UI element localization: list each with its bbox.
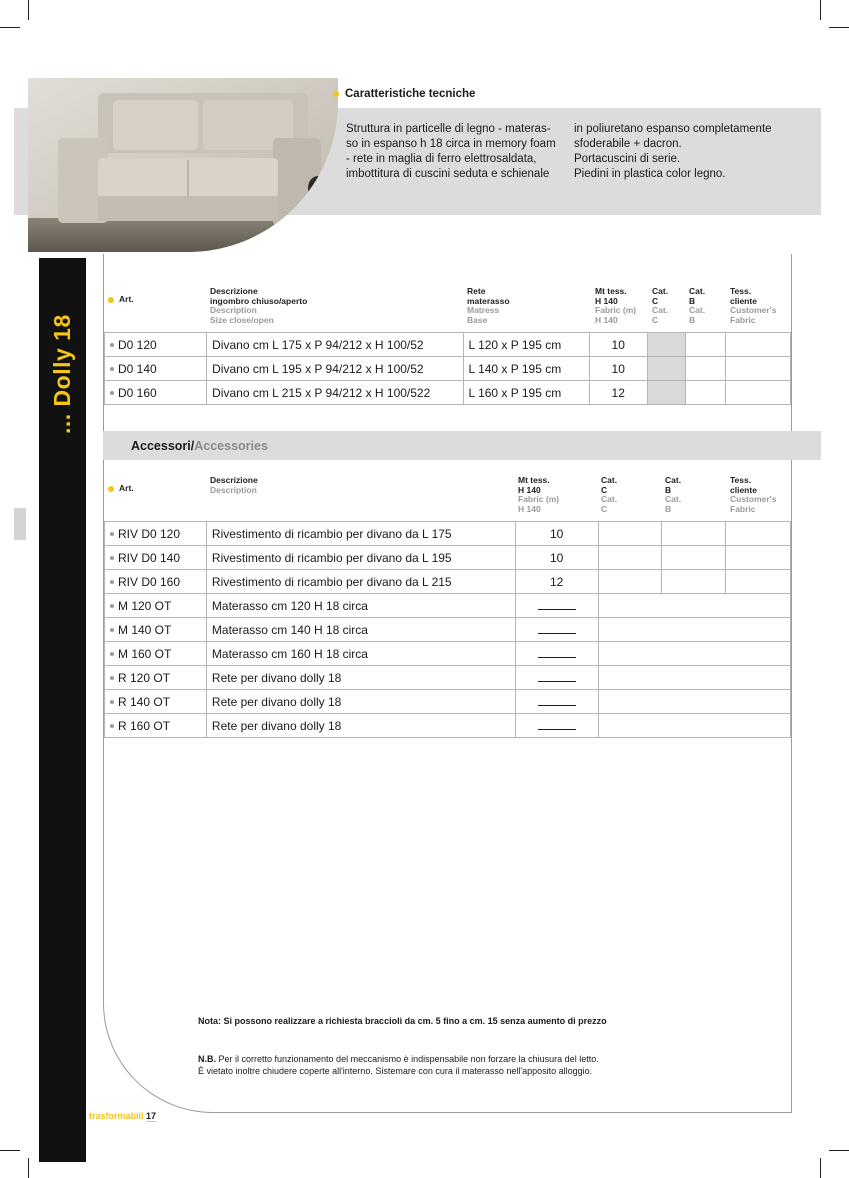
empty-value-line (538, 721, 576, 730)
merged-cell (598, 690, 790, 714)
desc-cell: Rivestimento di ricambio per divano da L 175 (206, 522, 515, 546)
bullet-icon (108, 297, 114, 303)
bullet-icon (110, 628, 114, 632)
crop-mark (0, 27, 20, 28)
mt-cell: 10 (515, 522, 598, 546)
tess-cell (725, 333, 790, 357)
table-row (105, 594, 791, 618)
catc-cell (647, 333, 685, 357)
catb-cell (685, 357, 725, 381)
catb-cell (685, 333, 725, 357)
nb-label: N.B. (198, 1054, 216, 1064)
bullet-icon (110, 700, 114, 704)
art-cell: M 160 OT (105, 642, 207, 666)
tech-heading-text: Caratteristiche tecniche (345, 88, 476, 100)
crop-mark (28, 0, 29, 20)
table-row (105, 546, 791, 570)
table-row (105, 714, 791, 738)
catb-cell (662, 522, 726, 546)
merged-cell (598, 642, 790, 666)
main-header-catc: Cat. C Cat. C (652, 286, 669, 325)
desc-cell: Rivestimento di ricambio per divano da L 195 (206, 546, 515, 570)
catb-cell (662, 546, 726, 570)
art-cell: M 120 OT (105, 594, 207, 618)
mt-cell: 12 (515, 570, 598, 594)
rete-cell: L 160 x P 195 cm (463, 381, 589, 405)
bullet-icon (110, 604, 114, 608)
empty-value-line (538, 649, 576, 658)
accessories-title: Accessori/Accessories (131, 439, 268, 453)
merged-cell (598, 714, 790, 738)
side-title (39, 258, 86, 438)
tech-heading (333, 88, 475, 100)
crop-mark (829, 1150, 849, 1151)
desc-cell: Rete per divano dolly 18 (206, 690, 515, 714)
accessories-table (104, 521, 791, 738)
mt-cell: 10 (515, 546, 598, 570)
art-cell: R 140 OT (105, 690, 207, 714)
empty-value-line (538, 697, 576, 706)
nb-line: È vietato inoltre chiudere coperte all'interno. Sistemare con cura il materasso nell'apposito alloggio. (198, 1066, 593, 1076)
art-cell: D0 120 (105, 333, 207, 357)
catb-cell (662, 570, 726, 594)
art-cell: D0 140 (105, 357, 207, 381)
bullet-icon (110, 556, 114, 560)
merged-cell (598, 594, 790, 618)
table-row (105, 357, 791, 381)
rete-cell: L 140 x P 195 cm (463, 357, 589, 381)
tech-line: in poliuretano espanso completamente (574, 123, 772, 135)
art-cell: R 120 OT (105, 666, 207, 690)
footer-label: trasformabili (89, 1111, 144, 1121)
main-header-tess: Tess. cliente Customer's Fabric (730, 286, 777, 325)
desc-cell: Materasso cm 160 H 18 circa (206, 642, 515, 666)
tech-line: Struttura in particelle di legno - materas- (346, 123, 551, 135)
empty-value-line (538, 601, 576, 610)
table-row (105, 381, 791, 405)
acc-header-art: Art. (108, 484, 134, 494)
bullet-icon (333, 91, 339, 97)
bullet-icon (110, 652, 114, 656)
tech-line: - rete in maglia di ferro elettrosaldata, (346, 153, 537, 165)
mt-cell (515, 594, 598, 618)
mt-cell (515, 642, 598, 666)
main-table (104, 332, 791, 405)
tess-cell (726, 570, 791, 594)
bullet-icon (110, 367, 114, 371)
empty-value-line (538, 625, 576, 634)
desc-cell: Divano cm L 195 x P 94/212 x H 100/52 (207, 357, 463, 381)
merged-cell (598, 618, 790, 642)
nb-line: Per il corretto funzionamento del meccanismo è indispensabile non forzare la chiusura del letto. (216, 1054, 599, 1064)
art-cell: D0 160 (105, 381, 207, 405)
bullet-icon (110, 676, 114, 680)
desc-cell: Materasso cm 120 H 18 circa (206, 594, 515, 618)
table-row (105, 522, 791, 546)
mt-cell: 10 (589, 357, 647, 381)
bullet-icon (110, 532, 114, 536)
sofa-photo (28, 78, 338, 252)
rete-cell: L 120 x P 195 cm (463, 333, 589, 357)
mt-cell (515, 618, 598, 642)
art-cell: RIV D0 120 (105, 522, 207, 546)
mt-cell (515, 690, 598, 714)
catc-cell (598, 570, 662, 594)
side-title-text: ... Dolly 18 (49, 314, 75, 434)
art-cell: R 160 OT (105, 714, 207, 738)
merged-cell (598, 666, 790, 690)
table-row (105, 642, 791, 666)
main-header-rete: Rete materasso Matress Base (467, 286, 510, 325)
table-row (105, 690, 791, 714)
acc-header-desc: Descrizione Description (210, 475, 258, 495)
bullet-icon (110, 724, 114, 728)
main-header-art: Art. (108, 295, 134, 305)
acc-header-mt: Mt tess. H 140 Fabric (m) H 140 (518, 475, 560, 514)
tess-cell (726, 522, 791, 546)
empty-value-line (538, 673, 576, 682)
tess-cell (726, 546, 791, 570)
main-header-mt: Mt tess. H 140 Fabric (m) H 140 (595, 286, 637, 325)
tech-line: Portacuscini di serie. (574, 153, 681, 165)
desc-cell: Materasso cm 140 H 18 circa (206, 618, 515, 642)
mt-cell: 12 (589, 381, 647, 405)
table-row (105, 618, 791, 642)
table-row (105, 570, 791, 594)
acc-header-catb: Cat. B Cat. B (665, 475, 682, 514)
table-row (105, 333, 791, 357)
crop-mark (820, 1158, 821, 1178)
tech-line: imbottitura di cuscini seduta e schienale (346, 168, 550, 180)
catc-cell (647, 357, 685, 381)
crop-mark (820, 0, 821, 20)
catc-cell (598, 546, 662, 570)
main-header-desc: Descrizione ingombro chiuso/aperto Description Size close/open (210, 286, 308, 325)
tess-cell (725, 357, 790, 381)
tech-line: Piedini in plastica color legno. (574, 168, 726, 180)
desc-cell: Rete per divano dolly 18 (206, 714, 515, 738)
acc-header-catc: Cat. C Cat. C (601, 475, 618, 514)
catb-cell (685, 381, 725, 405)
acc-header-tess: Tess. cliente Customer's Fabric (730, 475, 777, 514)
bullet-icon (110, 343, 114, 347)
desc-cell: Rivestimento di ricambio per divano da L 215 (206, 570, 515, 594)
art-cell: M 140 OT (105, 618, 207, 642)
tech-col-2 (574, 122, 804, 182)
crop-mark (829, 27, 849, 28)
tech-col-1 (346, 122, 566, 182)
bullet-icon (108, 486, 114, 492)
note-text: Nota: Si possono realizzare a richiesta braccioli da cm. 5 fino a cm. 15 senza aumento di prezzo (198, 1016, 607, 1026)
page-footer (89, 1111, 156, 1121)
desc-cell: Divano cm L 215 x P 94/212 x H 100/522 (207, 381, 463, 405)
tess-cell (725, 381, 790, 405)
main-header-catb: Cat. B Cat. B (689, 286, 706, 325)
mt-cell (515, 666, 598, 690)
art-cell: RIV D0 140 (105, 546, 207, 570)
page-number: 17 (146, 1111, 157, 1121)
desc-cell: Rete per divano dolly 18 (206, 666, 515, 690)
side-tab (14, 508, 26, 540)
nb-text (198, 1053, 599, 1077)
bullet-icon (110, 580, 114, 584)
mt-cell (515, 714, 598, 738)
tech-line: so in espanso h 18 circa in memory foam (346, 138, 556, 150)
desc-cell: Divano cm L 175 x P 94/212 x H 100/52 (207, 333, 463, 357)
bullet-icon (110, 391, 114, 395)
table-row (105, 666, 791, 690)
tech-line: sfoderabile + dacron. (574, 138, 682, 150)
crop-mark (0, 1150, 20, 1151)
art-cell: RIV D0 160 (105, 570, 207, 594)
mt-cell: 10 (589, 333, 647, 357)
catc-cell (598, 522, 662, 546)
crop-mark (28, 1158, 29, 1178)
catc-cell (647, 381, 685, 405)
